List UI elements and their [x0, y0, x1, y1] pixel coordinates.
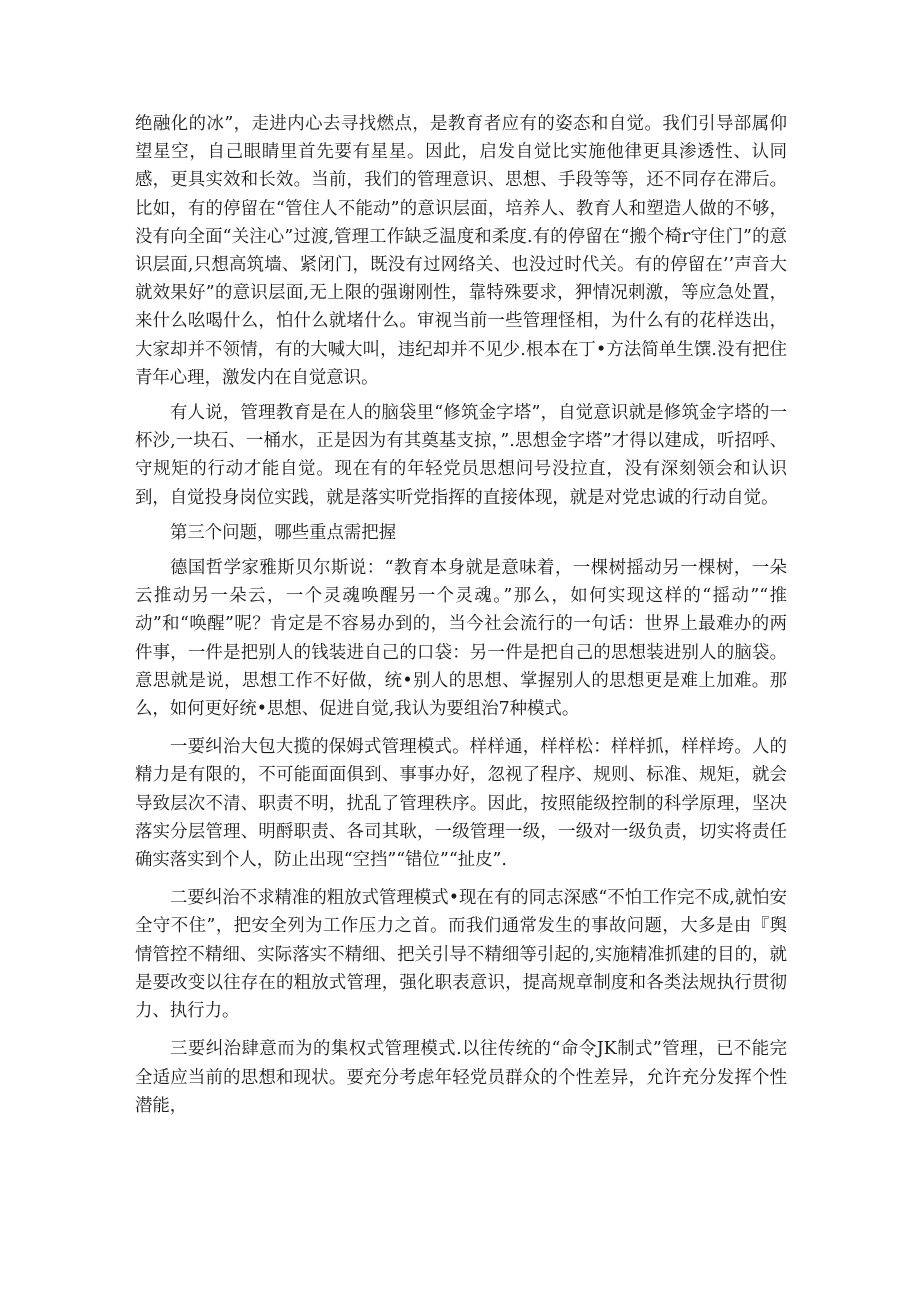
- paragraph-2: 有人说，管理教育是在人的脑袋里“修筑金字塔”，自觉意识就是修筑金字塔的一杯沙,一块石、一桶水，正是因为有其奠基支掠，”.思想金字塔”才得以建成，听招呼、守规矩的行动才能自觉。现在有的年轻党员思想问号没拉直，没有深刻领会和认识到，自觉投身岗位实践，就是落实听党指挥的直接体现，就是对党忠诚的行动自觉。: [135, 403, 787, 508]
- paragraph-1: 绝融化的冰”，走进内心去寻找燃点，是教育者应有的姿态和自觉。我们引导部属仰望星空，自己眼睛里首先要有星星。因此，启发自觉比实施他律更具渗透性、认同感，更具实效和长效。当前，我们的管理意识、思想、手段等等，还不同存在滞后。比如，有的停留在“管住人不能动”的意识层面，培养人、教育人和塑造人做的不够，没有向全面“关注心”过渡,管理工作缺乏温度和柔度.有的停留在“搬个椅r守住门”的意识层面,只想高筑墙、紧闭门，既没有过网络关、也没过时代关。有的停留在’’声音大就效果好”的意识层面,无上限的强谢刚性，靠特殊要求，狎情况刺激，等应急处置，来什么吆喝什么，怕什么就堵什么。审视当前一些管理怪相，为什么有的花样迭出，大家却并不领情，有的大喊大叫，违纪却并不见少.根本在丁•方法简单生馔.没有把住青年心理，激发内在自觉意识。: [135, 114, 787, 388]
- section-heading: 第三个问题，哪些重点需把握: [170, 522, 397, 543]
- paragraph-4: 一要纠治大包大揽的保姆式管理模式。样样通，样样松：样样抓，样样垮。人的精力是有限的，不可能面面俱到、事事办好，忽视了程序、规则、标准、规矩，就会导致层次不清、职责不明，扰乱了管理秩序。因此，按照能级控制的科学原理，坚决落实分层管理、明酹职责、各司其耿，一级管理一级，一级对一级负责，切实将责任确实落实到个人，防止出现“空挡”“错位”“扯皮”.: [135, 737, 787, 871]
- paragraph-5: 二要纠治不求精准的粗放式管理模式•现在有的同志深感“不怕工作完不成,就怕安全守不住”，把安全列为工作压力之首。而我们通常发生的事故问题，大多是由『舆情管控不精细、实际落实不精细、把关引导不精细等引起的,实施精准抓建的目的，就是要改变以往存在的粗放式管理，强化职表意识，提高规章制度和各类法规执行贯彻力、执行力。: [135, 888, 787, 1022]
- paragraph-3: 德国哲学家雅斯贝尔斯说：“教育本身就是意味着，一棵树摇动另一棵树，一朵云推动另一朵云，一个灵魂唤醒另一个灵魂。”那么，如何实现这样的“摇动”“推动”和“唤醒”呢？肯定是不容易办到的，当今社会流行的一句话：世界上最难办的两件事，一件是把别人的钱装进自己的口袋：另一件是把自己的思想装进别人的脑袋。意思就是说，思想工作不好做，统•别人的思想、掌握别人的思想更是难上加难。那么，如何更好统•思想、促进自觉,我认为要组治7种模式。: [135, 558, 787, 720]
- document-page: [135, 110, 787, 1120]
- paragraph-6: 三要纠治肆意而为的集权式管理模式.以往传统的“命令JK制式”管理，已不能完全适应当前的思想和现状。要充分考虑年轻党员群众的个性差异，允许充分发挥个性潜能，: [135, 1039, 787, 1116]
